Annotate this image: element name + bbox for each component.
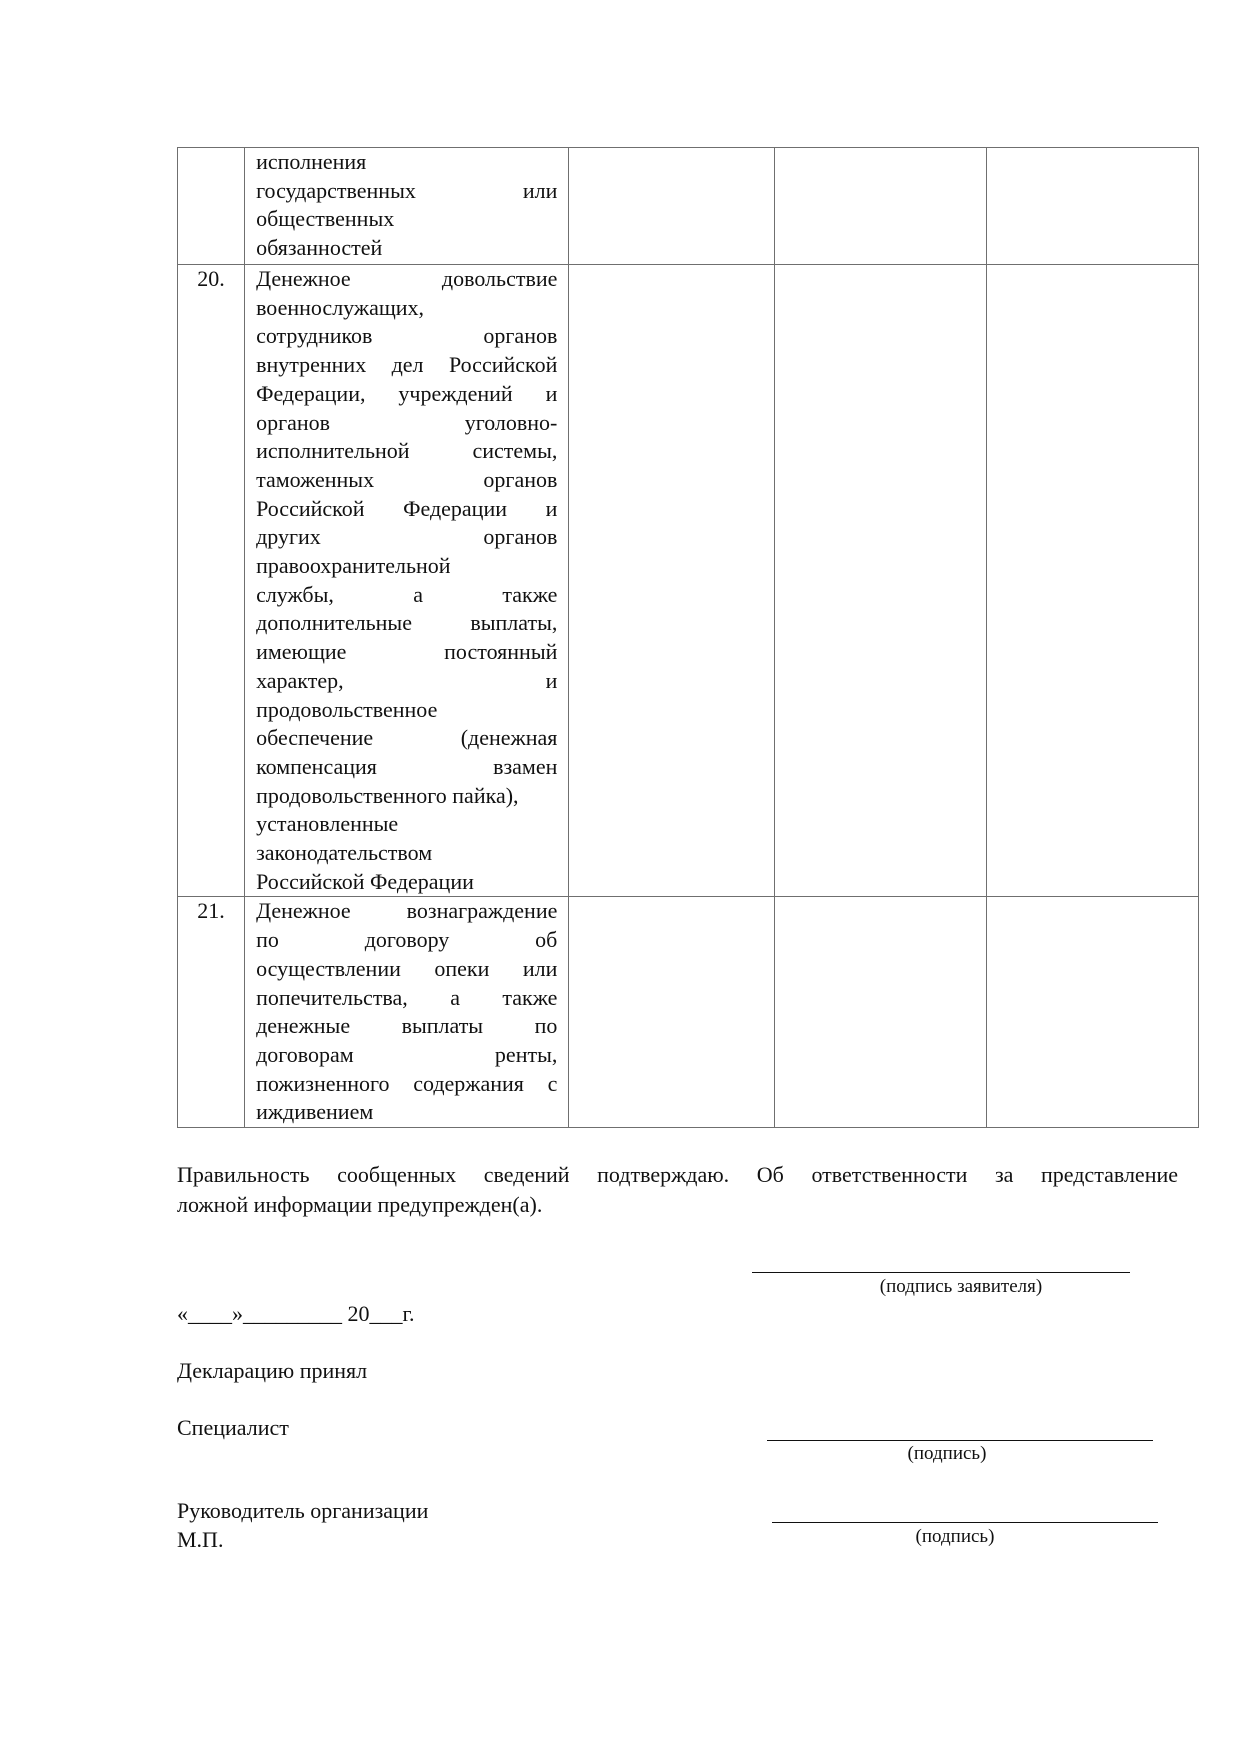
- text-line: службы, а также: [256, 581, 558, 607]
- text-line: пожизненного содержания с: [256, 1070, 558, 1096]
- text-line: других органов: [256, 524, 558, 550]
- value-cell: [986, 148, 1198, 265]
- table-row: [178, 897, 1199, 1128]
- text-line: правоохранительной: [256, 553, 451, 579]
- text-line: Федерации, учреждений и: [256, 380, 558, 406]
- text-line: законодательством: [256, 840, 433, 866]
- specialist-signature-line: [767, 1440, 1153, 1441]
- text-line: Российской Федерации: [256, 868, 474, 894]
- applicant-signature-caption: (подпись заявителя): [879, 1276, 1043, 1297]
- value-cell: [774, 148, 986, 265]
- text-line: характер, и: [256, 667, 558, 693]
- text-line: общественных: [256, 206, 395, 232]
- applicant-signature-line: [752, 1272, 1130, 1273]
- value-cell: [569, 148, 774, 265]
- text-line: по договору об: [256, 927, 558, 953]
- text-line: имеющие постоянный: [256, 639, 558, 665]
- declaration-accepted-label: Декларацию принял: [177, 1358, 368, 1383]
- text-line: обеспечение (денежная: [256, 725, 558, 751]
- text-line: установленные: [256, 811, 399, 837]
- text-line: осуществлении опеки или: [256, 955, 558, 981]
- statement-line: ложной информации предупрежден(а).: [177, 1192, 543, 1217]
- table-row: [178, 265, 1199, 897]
- text-line: договорам ренты,: [256, 1041, 558, 1067]
- row-number-cell: [178, 148, 245, 265]
- text-line: Денежное довольствие: [256, 266, 558, 291]
- head-of-organization-label: Руководитель организации: [177, 1498, 429, 1523]
- text-line: таможенных органов: [256, 466, 558, 492]
- specialist-label: Специалист: [177, 1415, 289, 1440]
- row-number: 20.: [197, 266, 225, 291]
- text-line: денежные выплаты по: [256, 1013, 558, 1039]
- confirmation-statement: [177, 1160, 1178, 1220]
- value-cell: [569, 897, 774, 1128]
- statement-line: Правильность сообщенных сведений подтверждаю. Об ответственности за представление: [177, 1162, 1178, 1187]
- income-type-cell: [245, 897, 569, 1128]
- row-number-cell: [178, 265, 245, 897]
- text-line: обязанностей: [256, 235, 383, 261]
- row-number-cell: [178, 897, 245, 1128]
- text-line: попечительства, а также: [256, 984, 558, 1010]
- specialist-signature-caption: (подпись): [907, 1443, 987, 1464]
- text-line: военнослужащих,: [256, 294, 425, 320]
- stamp-label: М.П.: [177, 1527, 224, 1552]
- value-cell: [986, 897, 1198, 1128]
- value-cell: [774, 897, 986, 1128]
- text-line: исполнения: [256, 149, 367, 174]
- row-number: 21.: [197, 898, 225, 924]
- date-field: «____»_________ 20___г.: [177, 1301, 415, 1326]
- text-line: Денежное вознаграждение: [256, 898, 558, 924]
- text-line: Российской Федерации и: [256, 495, 558, 521]
- text-line: компенсация взамен: [256, 753, 558, 779]
- income-table: [177, 147, 1199, 1128]
- table-row: [178, 148, 1199, 265]
- text-line: внутренних дел Российской: [256, 352, 558, 378]
- text-line: продовольственного пайка),: [256, 782, 519, 808]
- text-line: государственных или: [256, 177, 558, 203]
- value-cell: [569, 265, 774, 897]
- text-line: дополнительные выплаты,: [256, 610, 558, 636]
- text-line: иждивением: [256, 1099, 374, 1125]
- text-line: органов уголовно-: [256, 409, 558, 435]
- head-signature-line: [772, 1522, 1158, 1523]
- income-type-cell: [245, 148, 569, 265]
- text-line: сотрудников органов: [256, 323, 558, 349]
- value-cell: [986, 265, 1198, 897]
- text-line: исполнительной системы,: [256, 438, 558, 464]
- head-signature-caption: (подпись): [915, 1526, 995, 1547]
- income-type-cell: [245, 265, 569, 897]
- value-cell: [774, 265, 986, 897]
- text-line: продовольственное: [256, 696, 438, 722]
